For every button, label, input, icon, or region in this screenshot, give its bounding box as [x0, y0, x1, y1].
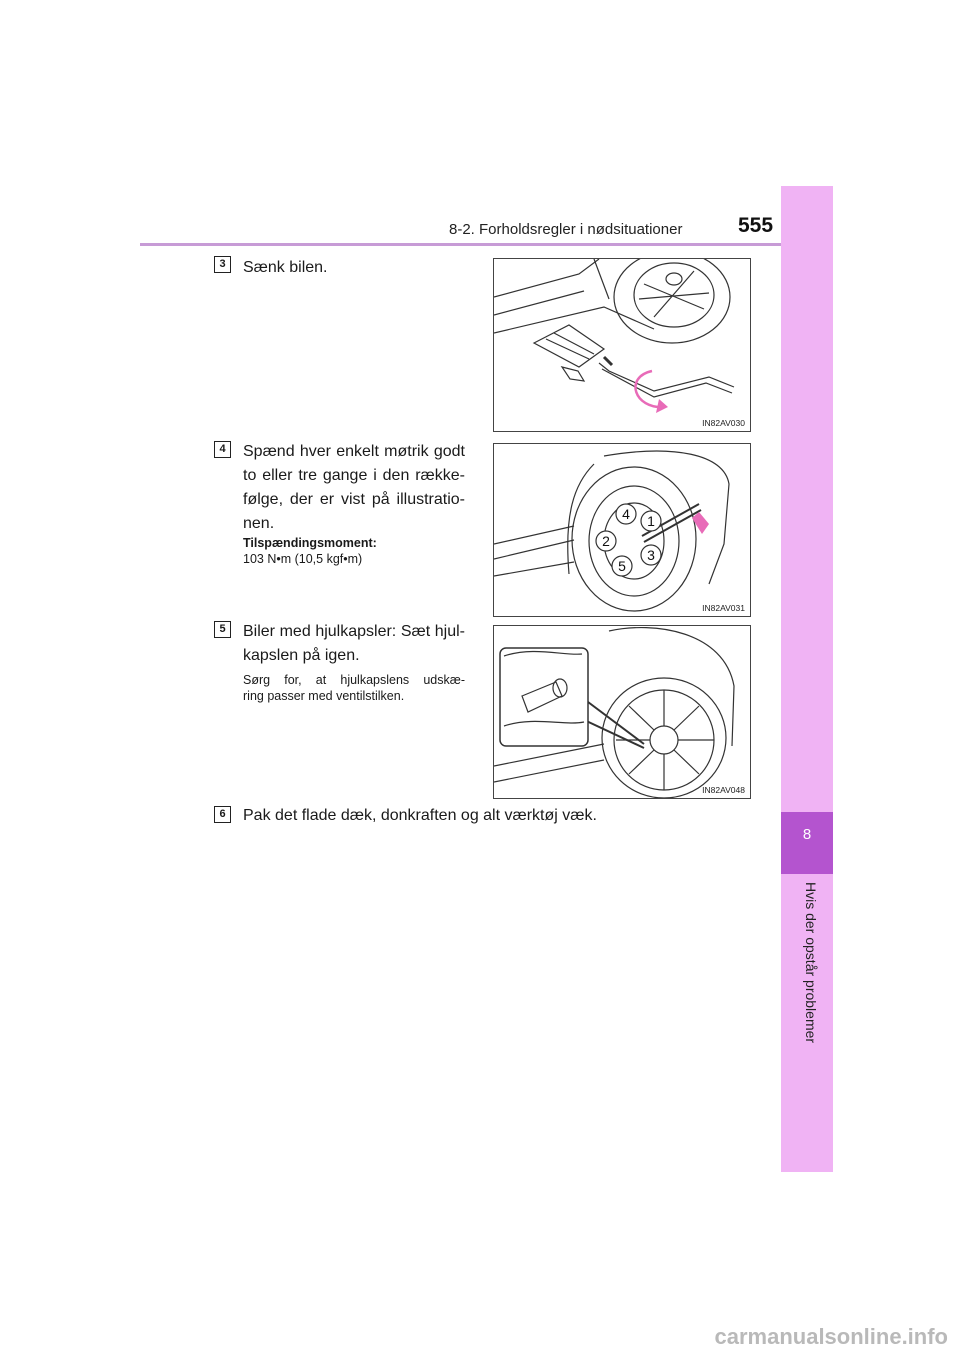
torque-value: 103 N•m (10,5 kgf•m)	[243, 552, 363, 566]
step-text-3: Sænk bilen.	[243, 259, 328, 276]
torque-heading: Tilspændingsmoment:	[243, 536, 377, 550]
nut-label-3: 3	[647, 547, 655, 563]
chapter-number: 8	[802, 826, 812, 843]
header-section-title: 8-2. Forholdsregler i nødsituationer	[449, 221, 683, 238]
step-text-4-line-3: følge, der er vist på illustratio-	[243, 491, 465, 508]
step-text-4-line-2: to eller tre gange i den række-	[243, 467, 465, 484]
illustration-code: IN82AV030	[702, 418, 745, 428]
step-text-6: Pak det flade dæk, donkraften og alt værktøj væk.	[243, 807, 597, 824]
header-rule	[140, 243, 833, 246]
watermark: carmanualsonline.info	[714, 1324, 948, 1349]
illustration-tighten-nuts	[493, 443, 751, 617]
nut-label-2: 2	[602, 533, 610, 549]
illustration-lower-car	[493, 258, 751, 432]
step-badge-5: 5	[214, 621, 231, 638]
step-badge-4: 4	[214, 441, 231, 458]
step-text-4-line-1: Spænd hver enkelt møtrik godt	[243, 443, 465, 460]
nut-label-4: 4	[622, 506, 630, 522]
nut-label-1: 1	[647, 513, 655, 529]
illustration-code: IN82AV048	[702, 785, 745, 795]
illustration-code: IN82AV031	[702, 603, 745, 613]
page-number: 555	[738, 214, 774, 237]
step-badge-6: 6	[214, 806, 231, 823]
step-text-5-line-2: kapslen på igen.	[243, 647, 360, 664]
nut-label-5: 5	[618, 558, 626, 574]
step-badge-3: 3	[214, 256, 231, 273]
hubcap-note-line-1: Sørg for, at hjulkapslens udskæ-	[243, 673, 465, 687]
hubcap-note-line-2: ring passer med ventilstilken.	[243, 689, 405, 703]
chapter-side-tab-active	[781, 812, 833, 874]
chapter-title: Hvis der opstår problemer	[803, 882, 819, 1044]
illustration-hubcap	[493, 625, 751, 799]
step-text-5-line-1: Biler med hjulkapsler: Sæt hjul-	[243, 623, 465, 640]
step-text-4-line-4: nen.	[243, 515, 275, 532]
